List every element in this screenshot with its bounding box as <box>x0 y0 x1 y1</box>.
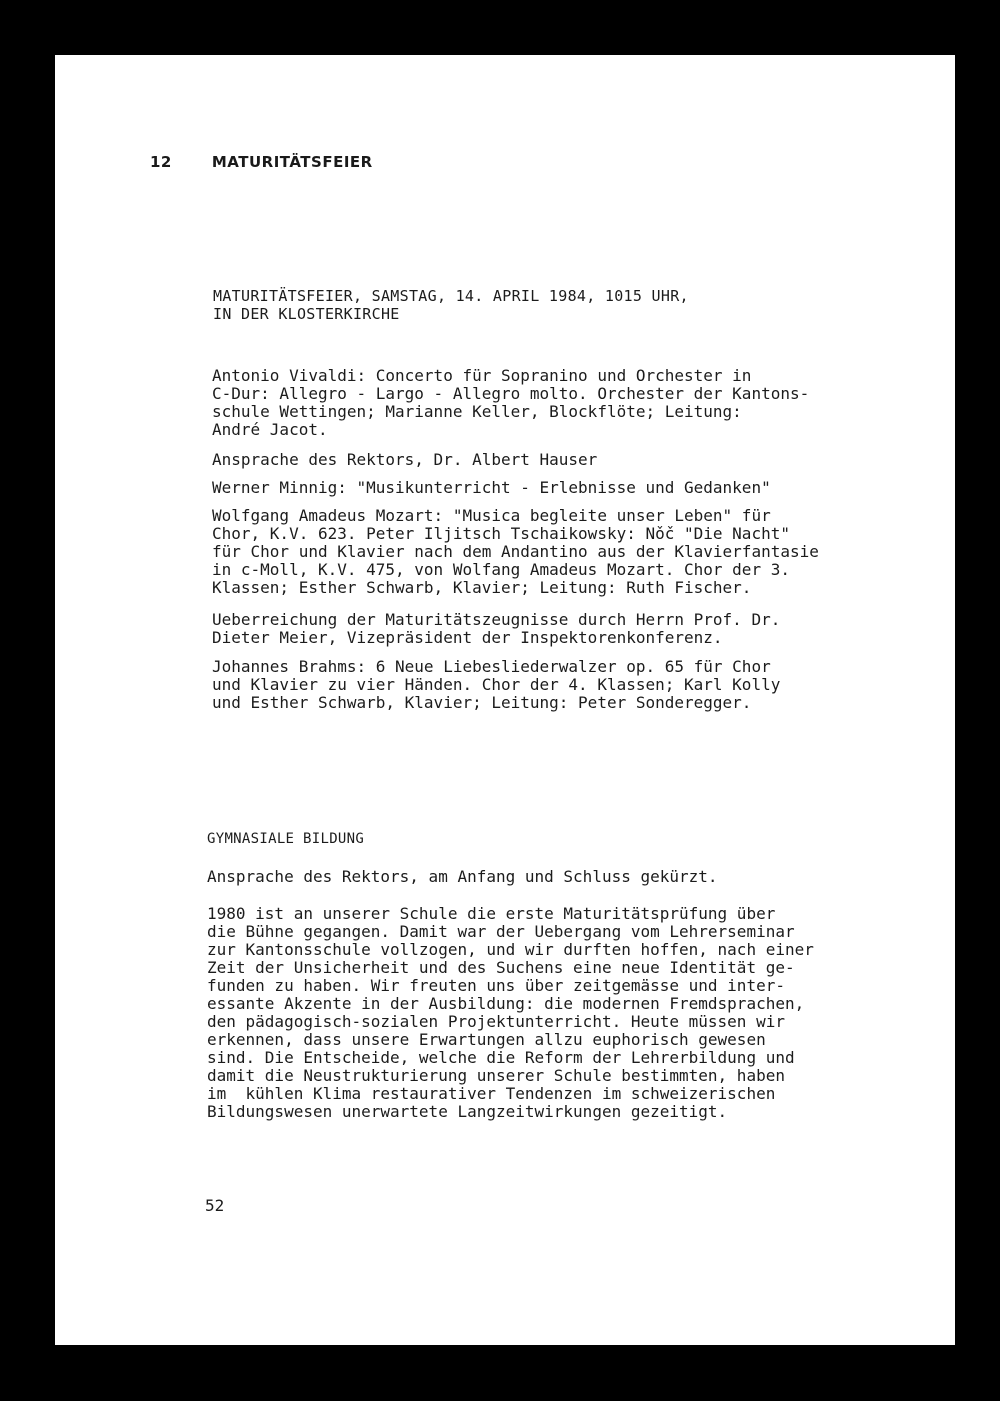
program-item: Ansprache des Rektors, Dr. Albert Hauser <box>212 450 598 469</box>
event-title-line2: IN DER KLOSTERKIRCHE <box>213 305 400 323</box>
program-item: Antonio Vivaldi: Concerto für Sopranino und Orchester in C-Dur: Allegro - Largo - Allegro molto. Orchester der Kantons- schule Wettingen; Marianne Keller, Blockflöte; Leitung: André Jacot. <box>212 366 810 439</box>
header-page-number: 12 <box>150 153 172 171</box>
program-item: Wolfgang Amadeus Mozart: "Musica begleite unser Leben" für Chor, K.V. 623. Peter Iljitsch Tschaikowsky: Nǒč "Die Nacht" für Chor und Klavier nach dem Andantino aus der Klavierfantasie in c-Moll, K.V. 475, von Wolfang Amadeus Mozart. Chor der 3. Klassen; Esther Schwarb, Klavier; Leitung: Ruth Fischer. <box>212 506 819 597</box>
event-title <box>213 287 689 323</box>
section-subtitle: Ansprache des Rektors, am Anfang und Schluss gekürzt. <box>207 867 718 886</box>
header-section-title: MATURITÄTSFEIER <box>211 153 373 171</box>
program-item: Werner Minnig: "Musikunterricht - Erlebnisse und Gedanken" <box>212 478 771 497</box>
document-page <box>55 55 955 1345</box>
section-body: 1980 ist an unserer Schule die erste Maturitätsprüfung über die Bühne gegangen. Damit war der Uebergang vom Lehrerseminar zur Kantonsschule vollzogen, und wir durften hoffen, nach einer Zeit der Unsicherheit und des Suchens eine neue Identität ge- funden zu haben. Wir freuten uns über zeitgemässe und inter- essante Akzente in der Ausbildung: die modernen Fremdsprachen, den pädagogisch-sozialen Projektunterricht. Heute müssen wir erkennen, dass unsere Erwartungen allzu euphorisch gewesen sind. Die Entscheide, welche die Reform der Lehrerbildung und damit die Neustrukturierung unserer Schule bestimmten, haben im kühlen Klima restaurativer Tendenzen im schweizerischen Bildungswesen unerwartete Langzeitwirkungen gezeitigt. <box>207 904 814 1121</box>
page-number: 52 <box>205 1196 225 1215</box>
section-title: GYMNASIALE BILDUNG <box>207 831 365 847</box>
program-item: Ueberreichung der Maturitätszeugnisse durch Herrn Prof. Dr. Dieter Meier, Vizepräsident der Inspektorenkonferenz. <box>212 610 781 647</box>
program-item: Johannes Brahms: 6 Neue Liebesliederwalzer op. 65 für Chor und Klavier zu vier Händen. Chor der 4. Klassen; Karl Kolly und Esther Schwarb, Klavier; Leitung: Peter Sonderegger. <box>212 657 781 712</box>
event-title-line1: MATURITÄTSFEIER, SAMSTAG, 14. APRIL 1984, 1015 UHR, <box>213 287 689 305</box>
page-header <box>150 153 373 171</box>
